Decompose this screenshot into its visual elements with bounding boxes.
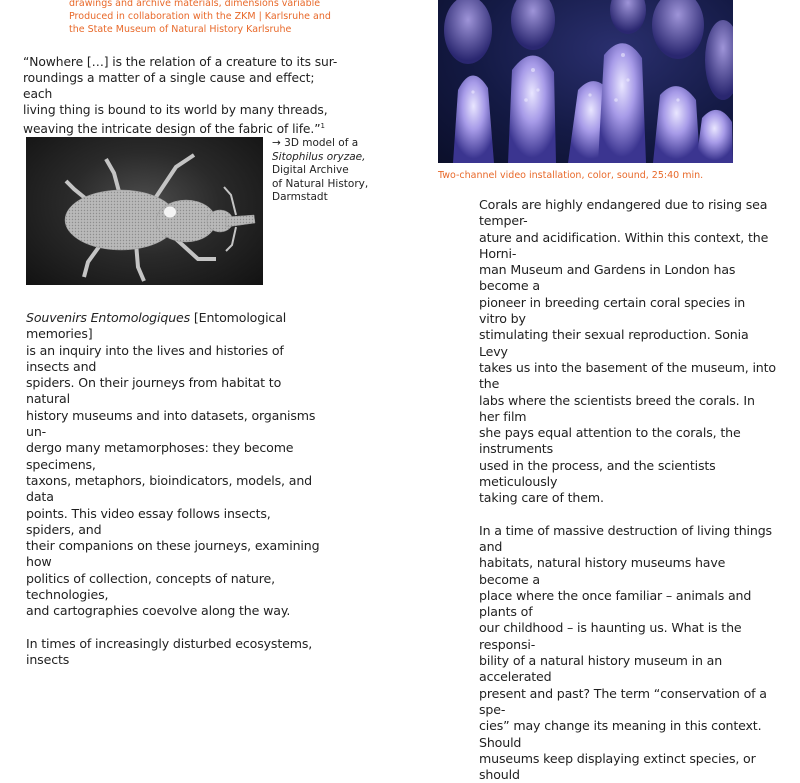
paragraph-1	[479, 197, 776, 507]
body-line: spiders. On their journeys from habitat to natural	[26, 375, 282, 407]
body-line: place where the once familiar – animals and plants of	[479, 587, 752, 620]
body-line: Souvenirs Entomologiques [Entomological memories]	[26, 310, 287, 342]
coral-illustration	[438, 0, 733, 163]
body-line: history museums and into datasets, organisms un-	[26, 407, 316, 440]
top-caption-line: drawings and archive materials, dimensions variable	[69, 0, 321, 9]
body-line: present and past? The term “conservation of a spe-	[479, 685, 767, 717]
body-line: taking care of them.	[479, 490, 604, 506]
body-line: taxons, metaphors, bioindicators, models, and data	[26, 472, 312, 505]
weevil-figure-caption	[272, 137, 382, 205]
left-body-text	[26, 310, 322, 668]
body-line: In times of increasingly disturbed ecosystems, insects	[26, 635, 313, 667]
coral-video-caption: Two-channel video installation, color, sound, 25:40 min.	[438, 170, 704, 181]
body-line: cies” may change its meaning in this context. Should	[479, 718, 762, 750]
body-line: Corals are highly endangered due to rising sea temper-	[479, 197, 768, 229]
body-line: labs where the scientists breed the corals. In her film	[479, 392, 755, 424]
body-line: dergo many metamorphoses: they become specimens,	[26, 440, 294, 472]
coral-video-still	[438, 0, 733, 163]
body-line: habitats, natural history museums have become a	[479, 555, 726, 587]
body-line: used in the process, and the scientists meticulously	[479, 457, 716, 490]
body-line: points. This video essay follows insects, spiders, and	[26, 505, 271, 537]
caption-line: Darmstadt	[272, 191, 328, 203]
caption-line: Digital Archive	[272, 164, 349, 176]
body-line: pioneer in breeding certain coral species in vitro by	[479, 294, 746, 327]
body-line: In a time of massive destruction of living things and	[479, 522, 772, 554]
work-title: Souvenirs Entomologiques	[26, 310, 191, 325]
top-caption-line: Produced in collaboration with the ZKM | Karlsruhe and	[69, 11, 331, 22]
body-line: bility of a natural history museum in an accelerated	[479, 653, 723, 685]
footnote-marker: 1	[320, 122, 325, 130]
body-line: museums keep displaying extinct species, or should	[479, 750, 756, 783]
body-line: our childhood – is haunting us. What is the responsi-	[479, 620, 742, 652]
body-line: is an inquiry into the lives and histories of insects and	[26, 342, 284, 374]
paragraph-2	[479, 523, 776, 783]
right-body-text	[479, 197, 776, 783]
body-line: takes us into the basement of the museum, into the	[479, 359, 776, 392]
top-caption	[69, 0, 349, 36]
weevil-illustration	[26, 137, 263, 285]
body-line: stimulating their sexual reproduction. Sonia Levy	[479, 327, 749, 359]
caption-line: → 3D model of a	[272, 137, 359, 149]
quote-line: weaving the intricate design of the fabric of life.”$^1$	[23, 122, 325, 137]
quote-line: “Nowhere […] is the relation of a creature to its sur-	[23, 55, 338, 69]
body-line: politics of collection, concepts of nature, technologies,	[26, 570, 275, 603]
top-caption-line: the State Museum of Natural History Karlsruhe	[69, 24, 292, 35]
body-line: man Museum and Gardens in London has become a	[479, 262, 736, 294]
body-line: she pays equal attention to the corals, the instruments	[479, 425, 741, 457]
quote-line: living thing is bound to its world by many threads,	[23, 103, 328, 117]
pull-quote	[23, 54, 343, 137]
body-line: their companions on these journeys, examining how	[26, 538, 320, 570]
caption-species: Sitophilus oryzae,	[272, 150, 366, 163]
weevil-3d-model-image	[26, 137, 263, 285]
body-line: ature and acidification. Within this context, the Horni-	[479, 229, 769, 261]
quote-line: roundings a matter of a single cause and effect; each	[23, 71, 315, 101]
caption-line: of Natural History,	[272, 177, 369, 190]
body-line: and cartographies coevolve along the way.	[26, 603, 291, 619]
